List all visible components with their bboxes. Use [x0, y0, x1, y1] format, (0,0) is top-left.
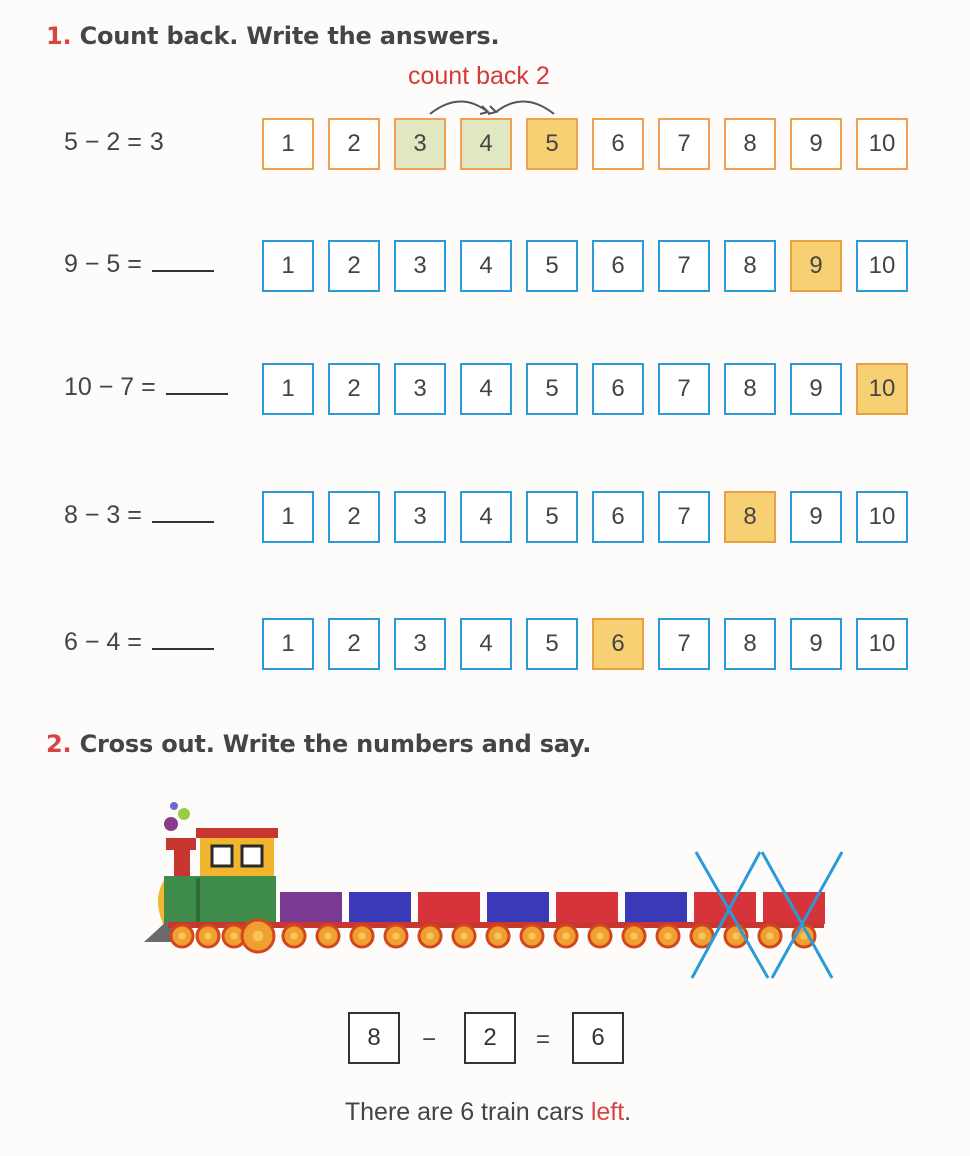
train-car — [418, 892, 480, 924]
equation — [64, 128, 164, 157]
number-box: 5 — [526, 618, 578, 670]
number-box: 6 — [592, 118, 644, 170]
number-box: 2 — [328, 240, 380, 292]
summary-sentence — [0, 1098, 970, 1127]
equation-text: 9 − 5 = — [64, 250, 142, 278]
number-box: 9 — [790, 118, 842, 170]
smoke-dot — [164, 817, 178, 831]
number-box: 9 — [790, 363, 842, 415]
number-box: 4 — [460, 618, 512, 670]
number-box: 2 — [328, 491, 380, 543]
number-box: 8 — [724, 240, 776, 292]
section-1-title: Count back. Write the answers. — [79, 22, 500, 50]
number-box: 2 — [328, 618, 380, 670]
equation-text: 10 − 7 = — [64, 373, 156, 401]
number-box: 7 — [658, 118, 710, 170]
number-box: 5 — [526, 118, 578, 170]
train-illustration — [140, 798, 850, 988]
number-box: 8 — [724, 118, 776, 170]
number-box: 10 — [856, 618, 908, 670]
train-car — [487, 892, 549, 924]
number-box: 8 — [724, 618, 776, 670]
number-box: 6 — [592, 491, 644, 543]
number-box: 2 — [328, 118, 380, 170]
train-car — [349, 892, 411, 924]
number-box: 7 — [658, 491, 710, 543]
equation-text: 8 − 3 = — [64, 501, 142, 529]
answer-box-crossed[interactable]: 2 — [464, 1012, 516, 1064]
section-1-heading — [46, 22, 499, 50]
number-box: 7 — [658, 618, 710, 670]
number-box: 10 — [856, 240, 908, 292]
count-back-arcs — [420, 90, 560, 120]
answer-blank[interactable] — [152, 250, 214, 272]
number-box: 10 — [856, 491, 908, 543]
equation — [64, 250, 214, 279]
sentence-start: There are 6 train cars — [344, 1098, 591, 1126]
answer-box-total[interactable]: 8 — [348, 1012, 400, 1064]
number-box: 3 — [394, 618, 446, 670]
minus-sign: − — [422, 1026, 437, 1053]
number-box: 4 — [460, 240, 512, 292]
section-2-title: Cross out. Write the numbers and say. — [79, 730, 592, 758]
smoke-dot — [178, 808, 190, 820]
answer-text: 3 — [149, 128, 164, 156]
sentence-keyword: left — [590, 1098, 625, 1126]
sentence-period: . — [624, 1098, 632, 1126]
number-box: 7 — [658, 240, 710, 292]
number-box: 10 — [856, 118, 908, 170]
number-box: 6 — [592, 240, 644, 292]
train-car — [625, 892, 687, 924]
equation — [64, 373, 228, 402]
number-box: 5 — [526, 491, 578, 543]
answer-blank[interactable] — [152, 628, 214, 650]
number-box: 8 — [724, 363, 776, 415]
number-box: 3 — [394, 240, 446, 292]
number-box: 5 — [526, 240, 578, 292]
section-1-number: 1. — [46, 22, 72, 50]
number-box: 4 — [460, 118, 512, 170]
train-car — [280, 892, 342, 924]
number-box: 5 — [526, 363, 578, 415]
number-box: 1 — [262, 118, 314, 170]
number-box: 1 — [262, 240, 314, 292]
answer-box-result[interactable]: 6 — [572, 1012, 624, 1064]
number-box: 3 — [394, 118, 446, 170]
number-box: 1 — [262, 491, 314, 543]
number-box: 4 — [460, 363, 512, 415]
number-box: 1 — [262, 618, 314, 670]
equation — [64, 501, 214, 530]
number-box: 1 — [262, 363, 314, 415]
answer-blank[interactable] — [152, 501, 214, 523]
section-2-number: 2. — [46, 730, 72, 758]
number-box: 3 — [394, 363, 446, 415]
number-box: 9 — [790, 618, 842, 670]
number-box: 7 — [658, 363, 710, 415]
number-box: 3 — [394, 491, 446, 543]
train-car — [556, 892, 618, 924]
number-box: 9 — [790, 240, 842, 292]
number-box: 6 — [592, 618, 644, 670]
equation-text: 6 − 4 = — [64, 628, 142, 656]
number-box: 10 — [856, 363, 908, 415]
equals-sign: = — [536, 1026, 551, 1053]
number-box: 2 — [328, 363, 380, 415]
equation — [64, 628, 214, 657]
number-box: 9 — [790, 491, 842, 543]
smoke-dot — [170, 802, 178, 810]
equation-text: 5 − 2 = — [64, 128, 142, 156]
answer-blank[interactable] — [166, 373, 228, 395]
count-back-note: count back 2 — [408, 62, 550, 90]
number-box: 6 — [592, 363, 644, 415]
section-2-heading — [46, 730, 591, 758]
number-box: 8 — [724, 491, 776, 543]
number-box: 4 — [460, 491, 512, 543]
